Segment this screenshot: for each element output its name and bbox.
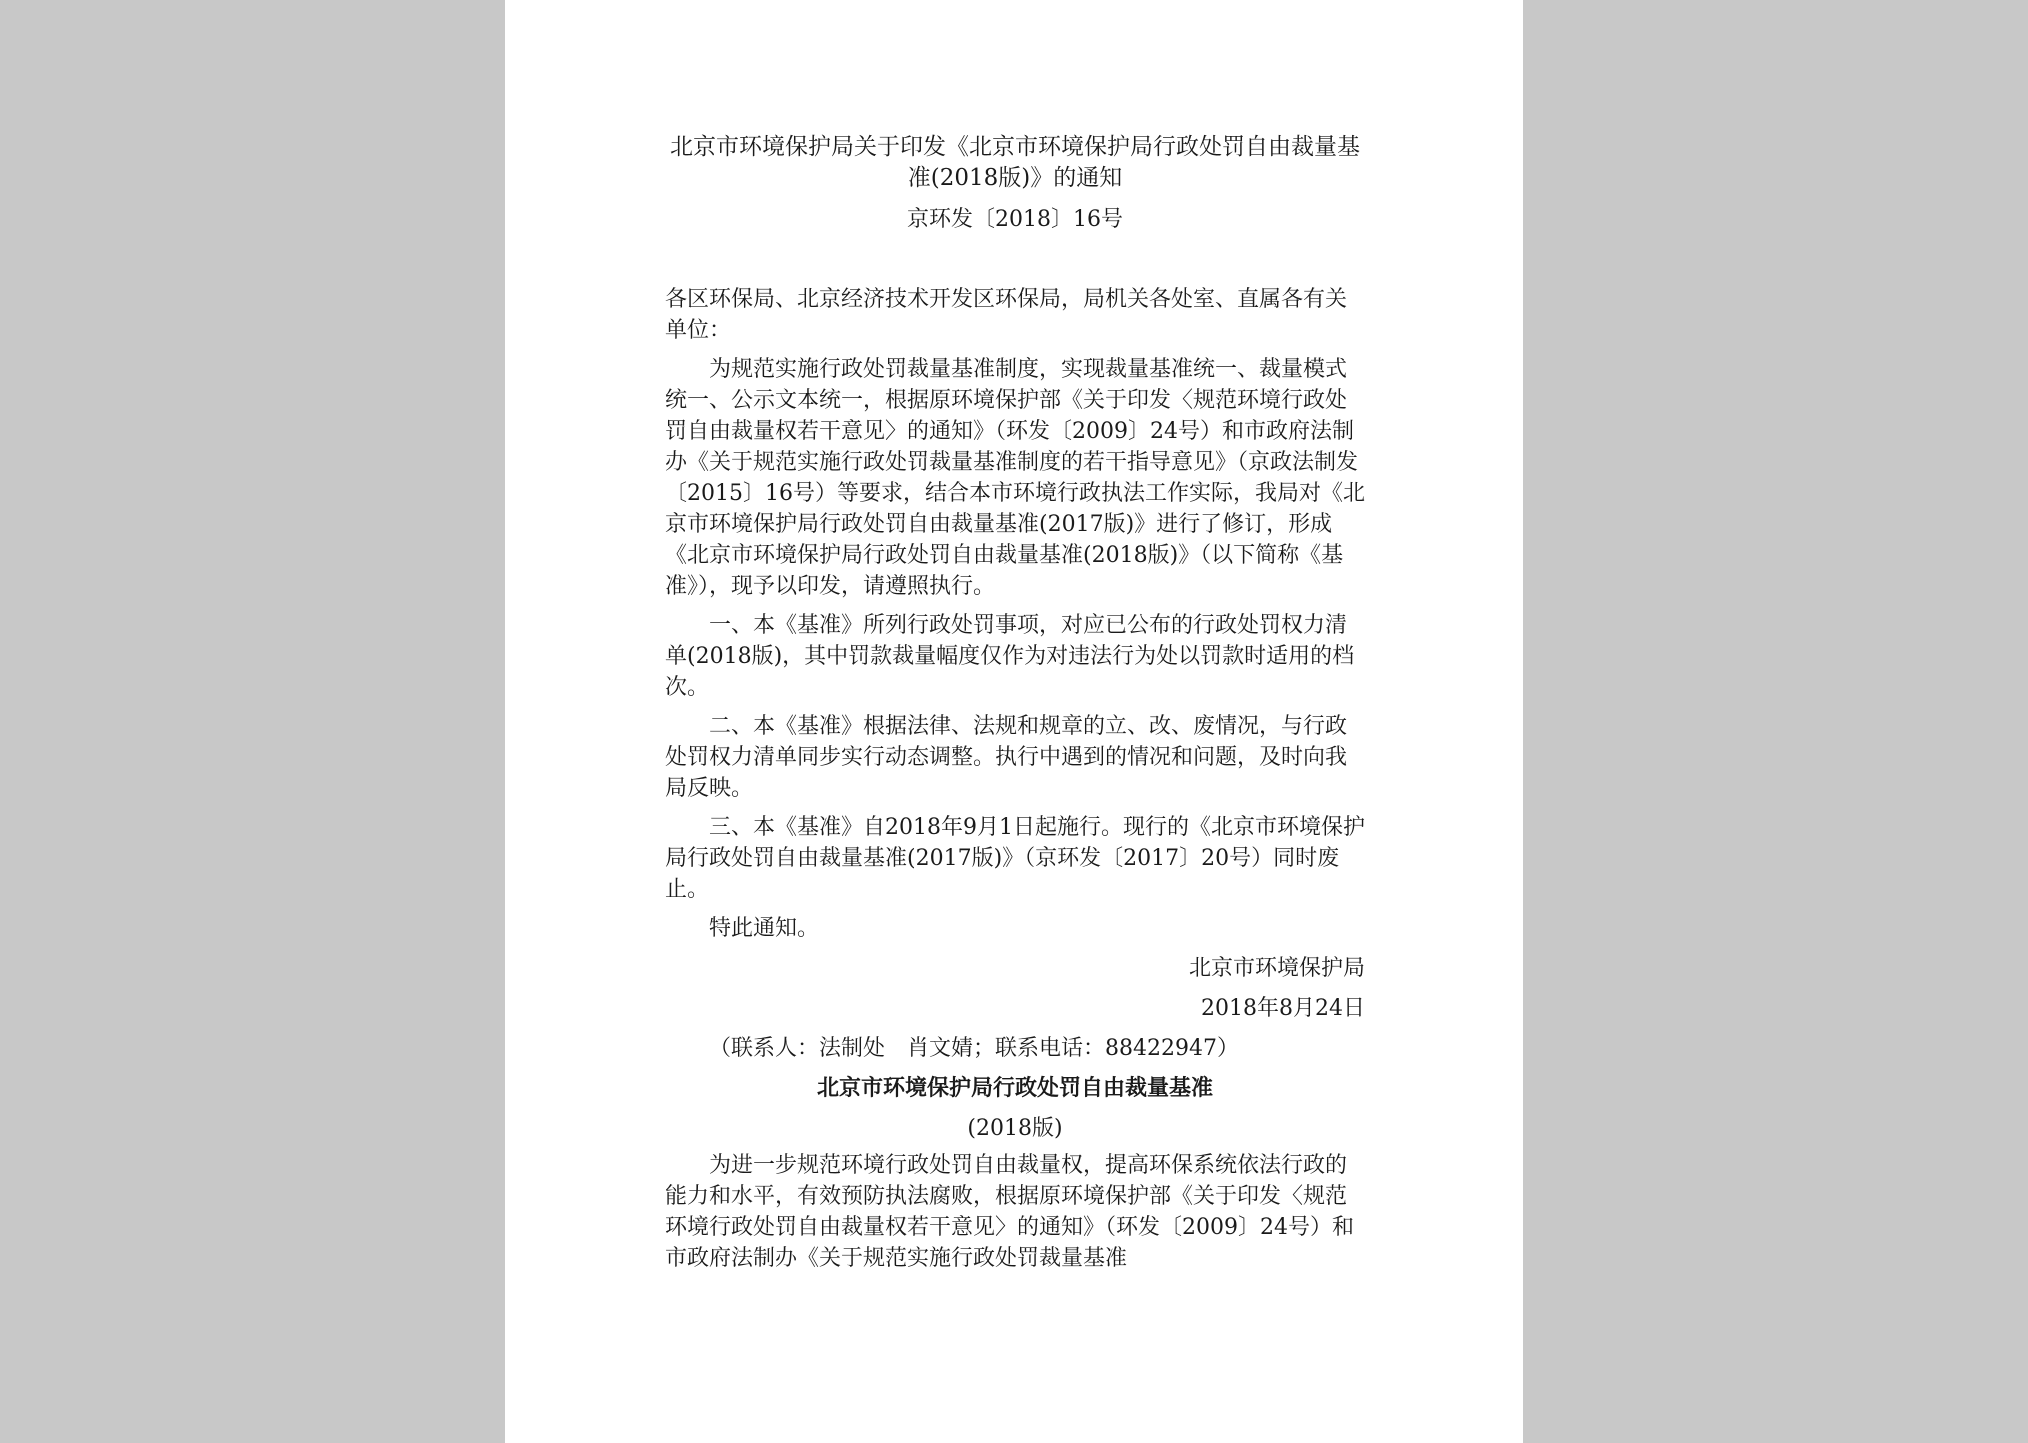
attachment-preamble: 为进一步规范环境行政处罚自由裁量权，提高环保系统依法行政的能力和水平，有效预防执法腐败，根据原环境保护部《关于印发〈规范环境行政处罚自由裁量权若干意见〉的通知》（环发〔2009〕24号）和市政府法制办《关于规范实施行政处罚裁量基准 xyxy=(665,1153,1354,1271)
document-number: 京环发〔2018〕16号 xyxy=(907,207,1123,232)
contact-info: （联系人：法制处 肖文婧；联系电话：88422947） xyxy=(709,1036,1239,1061)
attachment-edition: (2018版) xyxy=(967,1116,1063,1141)
issuer-signature: 北京市环境保护局 xyxy=(1188,956,1365,981)
attachment-title: 北京市环境保护局行政处罚自由裁量基准 xyxy=(816,1075,1213,1101)
item-two-paragraph: 二、本《基准》根据法律、法规和规章的立、改、废情况，与行政处罚权力清单同步实行动态调整。执行中遇到的情况和问题，及时向我局反映。 xyxy=(665,714,1348,801)
document-title: 北京市环境保护局关于印发《北京市环境保护局行政处罚自由裁量基准(2018版)》的通知 xyxy=(670,134,1360,191)
salutation: 各区环保局、北京经济技术开发区环保局，局机关各处室、直属各有关单位： xyxy=(665,287,1348,343)
document-page xyxy=(505,0,1523,1443)
closing-remark: 特此通知。 xyxy=(709,916,820,941)
document-body xyxy=(665,132,1365,1274)
item-three-paragraph: 三、本《基准》自2018年9月1日起施行。现行的《北京市环境保护局行政处罚自由裁量基准(2017版)》（京环发〔2017〕20号）同时废止。 xyxy=(665,815,1365,902)
item-one-paragraph: 一、本《基准》所列行政处罚事项，对应已公布的行政处罚权力清单(2018版)，其中罚款裁量幅度仅作为对违法行为处以罚款时适用的档次。 xyxy=(665,613,1355,700)
intro-paragraph: 为规范实施行政处罚裁量基准制度，实现裁量基准统一、裁量模式统一、公示文本统一，根据原环境保护部《关于印发〈规范环境行政处罚自由裁量权若干意见〉的通知》（环发〔2009〕24号）和市政府法制办《关于规范实施行政处罚裁量基准制度的若干指导意见》（京政法制发〔2015〕16号）等要求，结合本市环境行政执法工作实际，我局对《北京市环境保护局行政处罚自由裁量基准(2017版)》进行了修订，形成《北京市环境保护局行政处罚自由裁量基准(2018版)》（以下简称《基准》），现予以印发，请遵照执行。 xyxy=(665,357,1365,599)
issue-date: 2018年8月24日 xyxy=(1201,996,1365,1021)
